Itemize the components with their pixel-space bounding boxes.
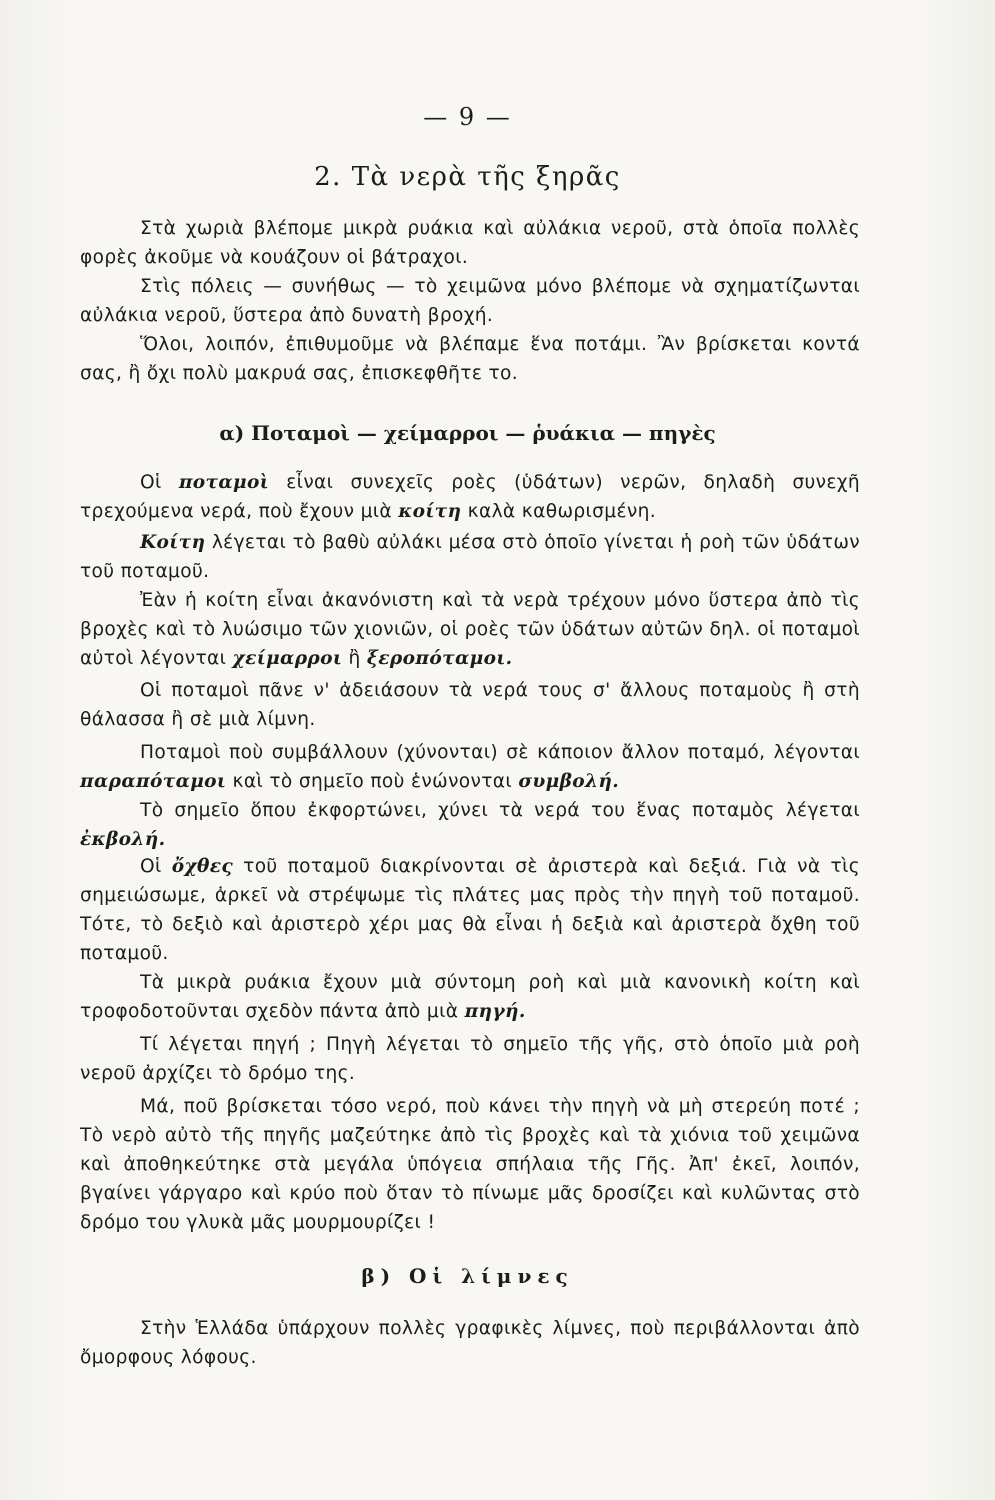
section-a-heading: α) Ποταμοὶ — χείμαρροι — ῥυάκια — πηγὲς [219,421,716,445]
term-tributaries: παραπόταμοι [80,771,227,792]
intro-paragraph-2: Στὶς πόλεις — συνήθως — τὸ χειμῶνα μόνο βλέπομε νὰ σχηματίζωνται αὐλάκια νεροῦ, ὕστερα ἀπὸ δυνατὴ βροχή. [80,276,860,326]
paragraph-riverbed: Κοίτη λέγεται τὸ βαθὺ αὐλάκι μέσα στὸ ὁποῖο γίνεται ἡ ροὴ τῶν ὑδάτων τοῦ ποταμοῦ. [80,532,860,582]
paragraph-mouth: Τὸ σημεῖο ὅπου ἐκφορτώνει, χύνει τὰ νερά του ἕνας ποταμὸς λέγεται ἐκβολή. [80,800,860,850]
term-confluence: συμβολή. [518,771,620,792]
intro-paragraph-3: Ὅλοι, λοιπόν, ἐπιθυμοῦμε νὰ βλέπαμε ἕνα ποτάμι. Ἂν βρίσκεται κοντά σας, ἢ ὄχι πολὺ μακρυά σας, ἐπισκεφθῆτε το. [80,334,860,384]
term-dry-rivers: ξεροπόταμοι. [366,648,513,669]
paragraph-lakes: Στὴν Ἑλλάδα ὑπάρχουν πολλὲς γραφικὲς λίμνες, ποὺ περιβάλλονται ἀπὸ ὄμορφους λόφους. [80,1318,860,1368]
paragraph-streams: Τὰ μικρὰ ρυάκια ἔχουν μιὰ σύντομη ροὴ καὶ μιὰ κανονικὴ κοίτη καὶ τροφοδοτοῦνται σχεδὸν πάντα ἀπὸ μιὰ πηγή. [80,972,860,1022]
term-riverbed-def: Κοίτη [140,532,206,553]
chapter-title: 2. Τὰ νερὰ τῆς ξηρᾶς [314,162,621,192]
paragraph-water: Μά, ποῦ βρίσκεται τόσο νερό, ποὺ κάνει τὴν πηγὴ νὰ μὴ στερεύη ποτέ ; Τὸ νερὸ αὐτὸ τῆς πηγῆς μαζεύτηκε ἀπὸ τὶς βροχὲς καὶ τὰ χιόνια τοῦ χειμῶνα καὶ ἀποθηκεύτηκε στὰ μεγάλα ὑπόγεια σπήλαια τῆς Γῆς. Ἀπ' ἐκεῖ, λοιπόν, βγαίνει γάργαρο καὶ κρύο ποὺ ὅταν τὸ πίνωμε μᾶς δροσίζει καὶ κυλῶντας στὸ δρόμο του γλυκὰ μᾶς μουρμουρίζει ! [80,1096,860,1233]
term-banks: ὄχθες [171,856,234,877]
intro-paragraph-1: Στὰ χωριὰ βλέπομε μικρὰ ρυάκια καὶ αὐλάκια νεροῦ, στὰ ὁποῖα πολλὲς φορὲς ἀκοῦμε νὰ κουάζουν οἱ βάτραχοι. [80,218,860,268]
page-number: — 9 — [423,103,512,131]
term-riverbed: κοίτη [398,501,462,522]
term-spring: πηγή. [464,1001,526,1022]
term-torrents: χείμαρροι [232,648,343,669]
paragraph-rivers: Οἱ ποταμοὶ εἶναι συνεχεῖς ροὲς (ὑδάτων) νερῶν, δηλαδὴ συνεχῆ τρεχούμενα νερά, ποὺ ἔχουν μιὰ κοίτη καλὰ καθωρισμένη. [80,472,861,522]
term-rivers: ποταμοὶ [178,472,270,493]
section-b-heading: β) Οἱ λίμνες [361,1264,574,1288]
term-mouth: ἐκβολή. [80,829,166,850]
paragraph-tributaries: Ποταμοὶ ποὺ συμβάλλουν (χύνονται) σὲ κάποιον ἄλλον ποταμό, λέγονται παραπόταμοι καὶ τὸ σημεῖο ποὺ ἑνώνονται συμβολή. [80,742,860,792]
paragraph-torrents: Ἐὰν ἡ κοίτη εἶναι ἀκανόνιστη καὶ τὰ νερὰ τρέχουν μόνο ὕστερα ἀπὸ τὶς βροχὲς καὶ τὸ λυώσιμο τῶν χιονιῶν, οἱ ροὲς τῶν ὑδάτων αὐτῶν δηλ. οἱ ποταμοὶ αὐτοὶ λέγονται χείμαρροι ἢ ξεροπόταμοι. [80,590,860,669]
paragraph-source: Τί λέγεται πηγή ; Πηγὴ λέγεται τὸ σημεῖο τῆς γῆς, στὸ ὁποῖο μιὰ ροὴ νεροῦ ἀρχίζει τὸ δρόμο της. [80,1034,860,1084]
paragraph-empty: Οἱ ποταμοὶ πᾶνε ν' ἀδειάσουν τὰ νερά τους σ' ἄλλους ποταμοὺς ἢ στὴ θάλασσα ἢ σὲ μιὰ λίμνη. [80,680,860,730]
paragraph-banks: Οἱ ὄχθες τοῦ ποταμοῦ διακρίνονται σὲ ἀριστερὰ καὶ δεξιά. Γιὰ νὰ τὶς σημειώσωμε, ἀρκεῖ νὰ στρέψωμε τὶς πλάτες μας πρὸς τὴν πηγὴ τοῦ ποταμοῦ. Τότε, τὸ δεξιὸ καὶ ἀριστερὸ χέρι μας θὰ εἶναι ἡ δεξιὰ καὶ ἀριστερὰ ὄχθη τοῦ ποταμοῦ. [80,856,860,964]
